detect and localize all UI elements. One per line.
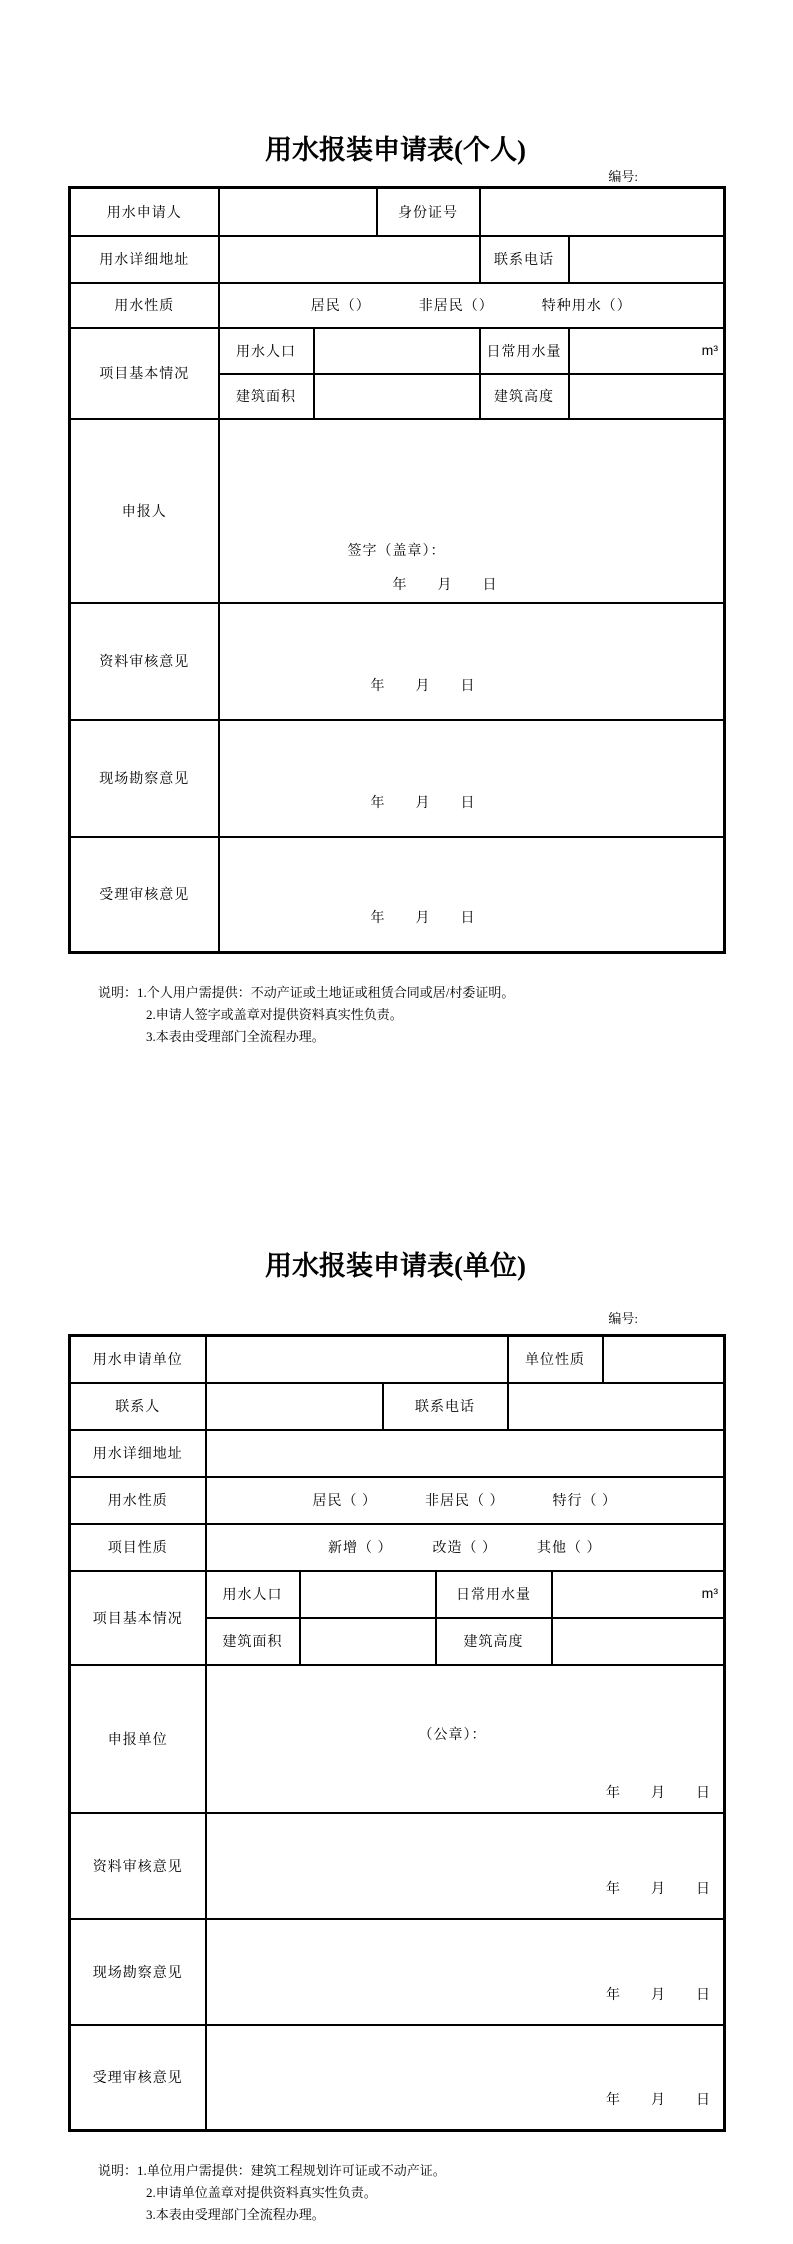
serial-number-label: 编号: — [608, 1311, 638, 1326]
site-survey-label: 现场勘察意见 — [70, 720, 219, 837]
id-number-cell[interactable] — [480, 188, 725, 236]
material-review-label: 资料审核意见 — [70, 1813, 206, 1919]
date-line: 年 月 日 — [370, 911, 476, 926]
phone-cell[interactable] — [569, 236, 725, 283]
unit-form — [68, 1248, 723, 2226]
project-nature-label: 项目性质 — [70, 1524, 206, 1571]
building-height-cell[interactable] — [569, 374, 725, 419]
serial-number-label: 编号: — [608, 169, 638, 184]
daily-usage-cell[interactable] — [552, 1571, 725, 1618]
address-cell[interactable] — [206, 1430, 725, 1477]
phone-label: 联系电话 — [480, 236, 569, 283]
site-survey-cell[interactable] — [206, 1919, 725, 2025]
site-survey-cell[interactable] — [219, 720, 725, 837]
acceptance-review-label: 受理审核意见 — [70, 837, 219, 953]
contact-cell[interactable] — [206, 1383, 383, 1430]
cubic-meter-unit: m³ — [701, 1585, 718, 1601]
option-resident: 居民（ ） — [312, 1494, 377, 1509]
phone-label: 联系电话 — [383, 1383, 508, 1430]
address-cell[interactable] — [219, 236, 480, 283]
date-line: 年 月 日 — [606, 1987, 711, 2003]
contact-label: 联系人 — [70, 1383, 206, 1430]
acceptance-review-cell[interactable] — [219, 837, 725, 953]
acceptance-review-cell[interactable] — [206, 2025, 725, 2131]
option-renovation: 改造（ ） — [432, 1541, 497, 1556]
individual-form-table — [68, 186, 726, 954]
building-height-label: 建筑高度 — [436, 1618, 552, 1665]
building-area-label: 建筑面积 — [219, 374, 314, 419]
option-resident: 居民（） — [310, 299, 371, 314]
option-non-resident: 非居民（） — [418, 299, 494, 314]
applicant-unit-cell[interactable] — [206, 1336, 508, 1383]
note-line-2: 2.申请单位盖章对提供资料真实性负责。 — [146, 2185, 377, 2200]
note-line-2: 2.申请人签字或盖章对提供资料真实性负责。 — [146, 1007, 403, 1022]
individual-form — [68, 132, 723, 1048]
water-nature-label: 用水性质 — [70, 1477, 206, 1524]
building-area-label: 建筑面积 — [206, 1618, 300, 1665]
water-nature-label: 用水性质 — [70, 283, 219, 328]
daily-usage-label: 日常用水量 — [480, 328, 569, 374]
population-cell[interactable] — [300, 1571, 436, 1618]
material-review-cell[interactable] — [219, 603, 725, 720]
unit-form-table — [68, 1334, 726, 2132]
building-height-label: 建筑高度 — [480, 374, 569, 419]
note-line-1: 说明：1.单位用户需提供：建筑工程规划许可证或不动产证。 — [98, 2163, 446, 2178]
material-review-label: 资料审核意见 — [70, 603, 219, 720]
declarant-unit-label: 申报单位 — [70, 1665, 206, 1813]
project-nature-options-cell[interactable] — [206, 1524, 725, 1571]
applicant-name-cell[interactable] — [219, 188, 377, 236]
building-height-cell[interactable] — [552, 1618, 725, 1665]
phone-cell[interactable] — [508, 1383, 725, 1430]
id-number-label: 身份证号 — [377, 188, 480, 236]
material-review-cell[interactable] — [206, 1813, 725, 1919]
daily-usage-cell[interactable] — [569, 328, 725, 374]
option-other: 其他（ ） — [537, 1541, 602, 1556]
date-line: 年 月 日 — [606, 1785, 711, 1801]
address-label: 用水详细地址 — [70, 236, 219, 283]
population-cell[interactable] — [314, 328, 480, 374]
applicant-label: 用水申请人 — [70, 188, 219, 236]
date-line: 年 月 日 — [392, 577, 498, 593]
building-area-cell[interactable] — [314, 374, 480, 419]
note-line-3: 3.本表由受理部门全流程办理。 — [146, 1029, 325, 1044]
date-line: 年 月 日 — [606, 1881, 711, 1897]
daily-usage-label: 日常用水量 — [436, 1571, 552, 1618]
unit-form-title: 用水报装申请表(单位) — [265, 1251, 526, 1281]
water-nature-options-cell[interactable] — [219, 283, 725, 328]
unit-nature-cell[interactable] — [603, 1336, 725, 1383]
note-line-3: 3.本表由受理部门全流程办理。 — [146, 2207, 325, 2222]
note-line-1: 说明：1.个人用户需提供：不动产证或土地证或租赁合同或居/村委证明。 — [98, 985, 515, 1000]
option-special-industry: 特行（ ） — [552, 1494, 617, 1509]
option-non-resident: 非居民（ ） — [425, 1494, 505, 1509]
address-label: 用水详细地址 — [70, 1430, 206, 1477]
building-area-cell[interactable] — [300, 1618, 436, 1665]
unit-form-notes — [68, 2160, 723, 2226]
date-line: 年 月 日 — [370, 795, 476, 811]
site-survey-label: 现场勘察意见 — [70, 1919, 206, 2025]
population-label: 用水人口 — [206, 1571, 300, 1618]
applicant-unit-label: 用水申请单位 — [70, 1336, 206, 1383]
date-line: 年 月 日 — [606, 2093, 711, 2108]
declarant-unit-seal-cell[interactable] — [206, 1665, 725, 1813]
individual-form-title: 用水报装申请表(个人) — [265, 135, 526, 165]
acceptance-review-label: 受理审核意见 — [70, 2025, 206, 2131]
option-new: 新增（ ） — [328, 1541, 393, 1556]
project-info-label: 项目基本情况 — [70, 328, 219, 419]
population-label: 用水人口 — [219, 328, 314, 374]
unit-nature-label: 单位性质 — [508, 1336, 603, 1383]
individual-form-notes — [68, 982, 723, 1048]
project-info-label: 项目基本情况 — [70, 1571, 206, 1665]
declarant-signature-cell[interactable] — [219, 419, 725, 603]
water-nature-options-cell[interactable] — [206, 1477, 725, 1524]
date-line: 年 月 日 — [370, 678, 476, 694]
option-special-water: 特种用水（） — [541, 299, 632, 314]
cubic-meter-unit: m³ — [701, 341, 718, 358]
official-seal-label: （公章）： — [418, 1727, 487, 1743]
signature-seal-label: 签字（盖章）： — [347, 543, 446, 559]
declarant-label: 申报人 — [70, 419, 219, 603]
